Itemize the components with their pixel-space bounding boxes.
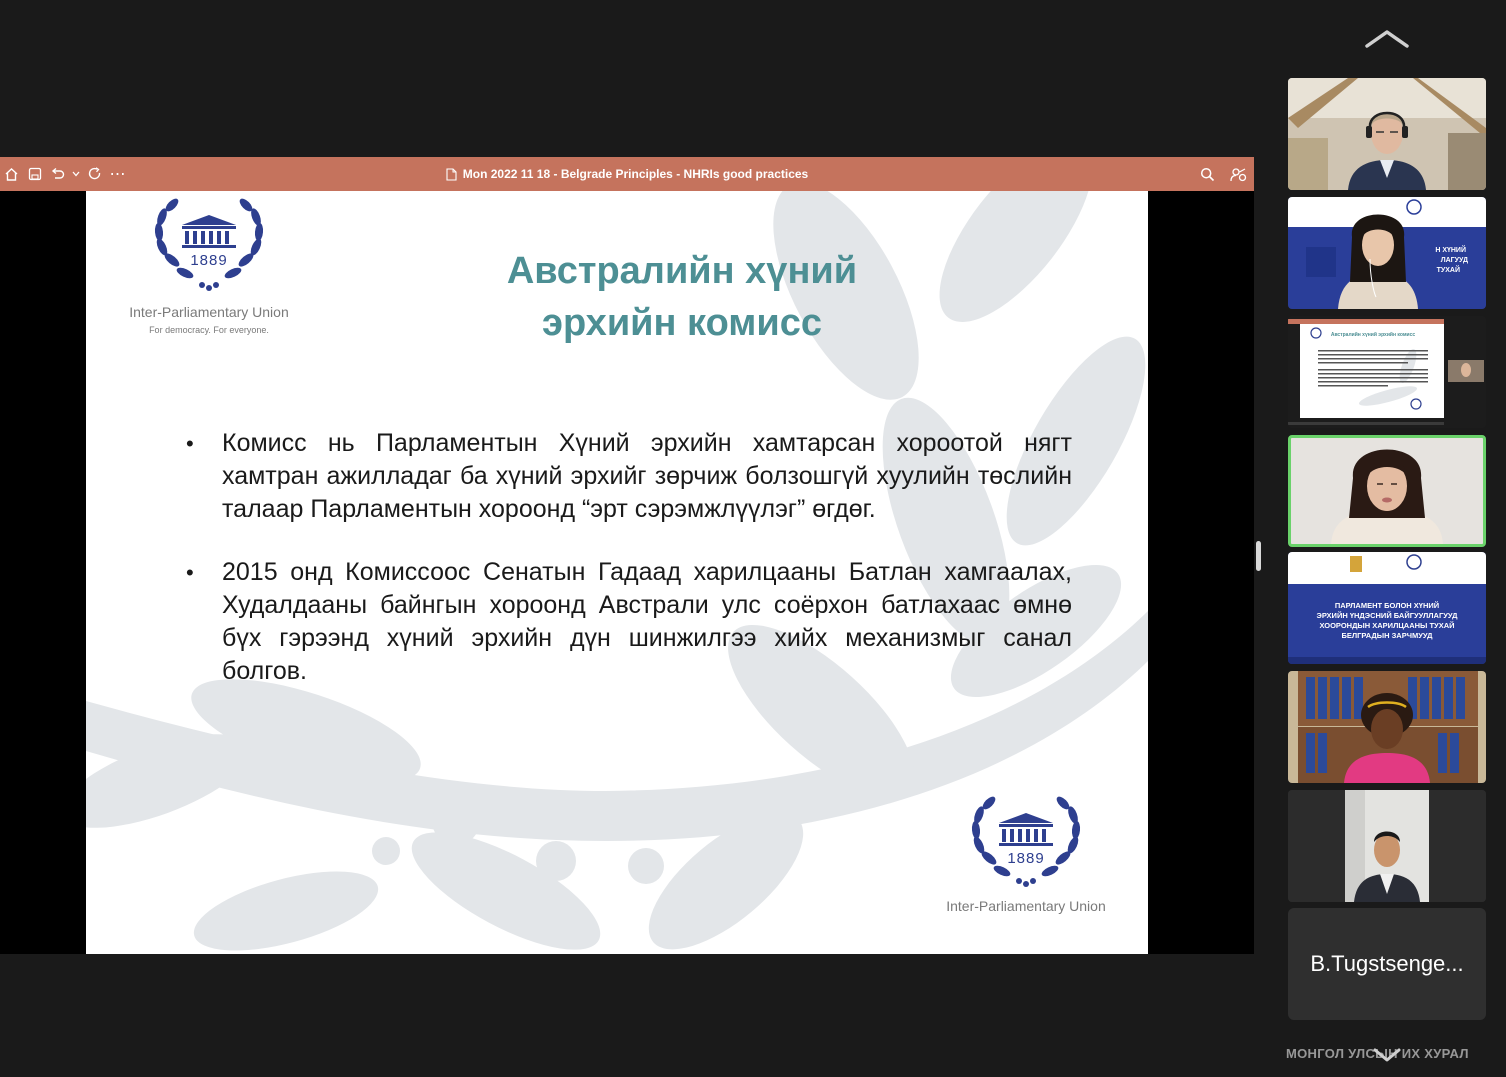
participant-video-off-banner[interactable]	[1288, 552, 1486, 664]
banner-text: ТУХАЙ	[1436, 267, 1460, 274]
banner-text: БЕЛГРАДЫН ЗАРЧМУУД	[1341, 631, 1433, 640]
share-icon[interactable]	[1229, 164, 1248, 184]
undo-dropdown-icon[interactable]	[71, 164, 81, 184]
undo-icon[interactable]	[48, 164, 67, 184]
window-titlebar	[0, 157, 1254, 191]
participant-video[interactable]	[1288, 790, 1486, 902]
ipu-year: 1889	[190, 252, 228, 269]
window-title	[0, 157, 1254, 191]
slide-bullet: • 2015 онд Комиссоос Сенатын Гадаад харилцааны Батлан хамгаалах, Худалдааны байнгын хороонд Австрали улс соёрхон батлахаас өмнө бүх гэрээнд хүний эрхийн дүн шинжилгээ хийх механизмыг санал болгов.	[186, 556, 1072, 688]
ipu-logo	[122, 195, 296, 335]
broadcaster-watermark: МОНГОЛ УЛСЫН ИХ ХУРАЛ	[1286, 1046, 1469, 1061]
banner-text: ЛАГУУД	[1440, 257, 1468, 264]
panel-resize-handle[interactable]	[1256, 541, 1261, 571]
titlebar-toolbar	[0, 157, 127, 191]
participant-video[interactable]	[1288, 197, 1486, 309]
ipu-emblem-icon	[122, 195, 296, 295]
banner-text: ХООРОНДЫН ХАРИЛЦААНЫ ТУХАЙ	[1319, 621, 1455, 630]
participant-video[interactable]	[1288, 671, 1486, 783]
more-icon[interactable]: ⋯	[109, 166, 126, 183]
chevron-up-icon[interactable]	[1364, 28, 1410, 50]
ipu-tagline: For democracy. For everyone.	[149, 325, 269, 335]
ipu-emblem-icon	[938, 793, 1114, 889]
banner-text: ПАРЛАМЕНТ БОЛОН ХҮНИЙ	[1334, 601, 1440, 610]
chevron-down-icon[interactable]	[1372, 1046, 1402, 1064]
home-icon[interactable]	[2, 164, 21, 184]
slide-title	[432, 245, 932, 349]
participant-video-active-speaker[interactable]	[1288, 435, 1486, 547]
ipu-logo-bottom	[938, 793, 1114, 914]
banner-text: ЭРХИЙН ҮНДЭСНИЙ БАЙГУУЛЛАГУУД	[1316, 611, 1458, 620]
presentation-slide	[86, 191, 1148, 954]
save-icon[interactable]	[25, 164, 44, 184]
ipu-caption: Inter-Parliamentary Union	[946, 898, 1106, 914]
ipu-year: 1889	[1007, 850, 1045, 867]
redo-icon[interactable]	[85, 164, 104, 184]
preview-title: Австралийн хүний эрхийн комисс	[1330, 332, 1416, 338]
window-title-text: Mon 2022 11 18 - Belgrade Principles - NHRIs good practices	[462, 167, 809, 181]
banner-text: Н ХҮНИЙ	[1435, 247, 1466, 254]
slide-title-line1: Австралийн хүний	[506, 250, 858, 292]
slide-title-line2: эрхийн комисс	[541, 302, 823, 344]
document-icon	[446, 168, 457, 181]
participant-video[interactable]	[1288, 78, 1486, 190]
slide-bullet: • Комисс нь Парламентын Хүний эрхийн хамтарсан хороотой нягт хамтран ажилладаг ба хүний эрхийг зөрчиж болзошгүй хуулийн төслийн талаар Парламентын хороонд “эрт сэрэмжлүүлэг” өгдөг.	[186, 427, 1072, 526]
participant-name-tile[interactable]	[1288, 908, 1486, 1020]
slide-bullet-list	[186, 427, 1072, 718]
shared-screen	[0, 157, 1254, 954]
ipu-caption: Inter-Parliamentary Union	[129, 304, 289, 320]
participant-screen-share[interactable]	[1288, 316, 1486, 428]
search-icon[interactable]	[1198, 164, 1217, 184]
participant-name: B.Tugstsenge...	[1310, 951, 1464, 976]
